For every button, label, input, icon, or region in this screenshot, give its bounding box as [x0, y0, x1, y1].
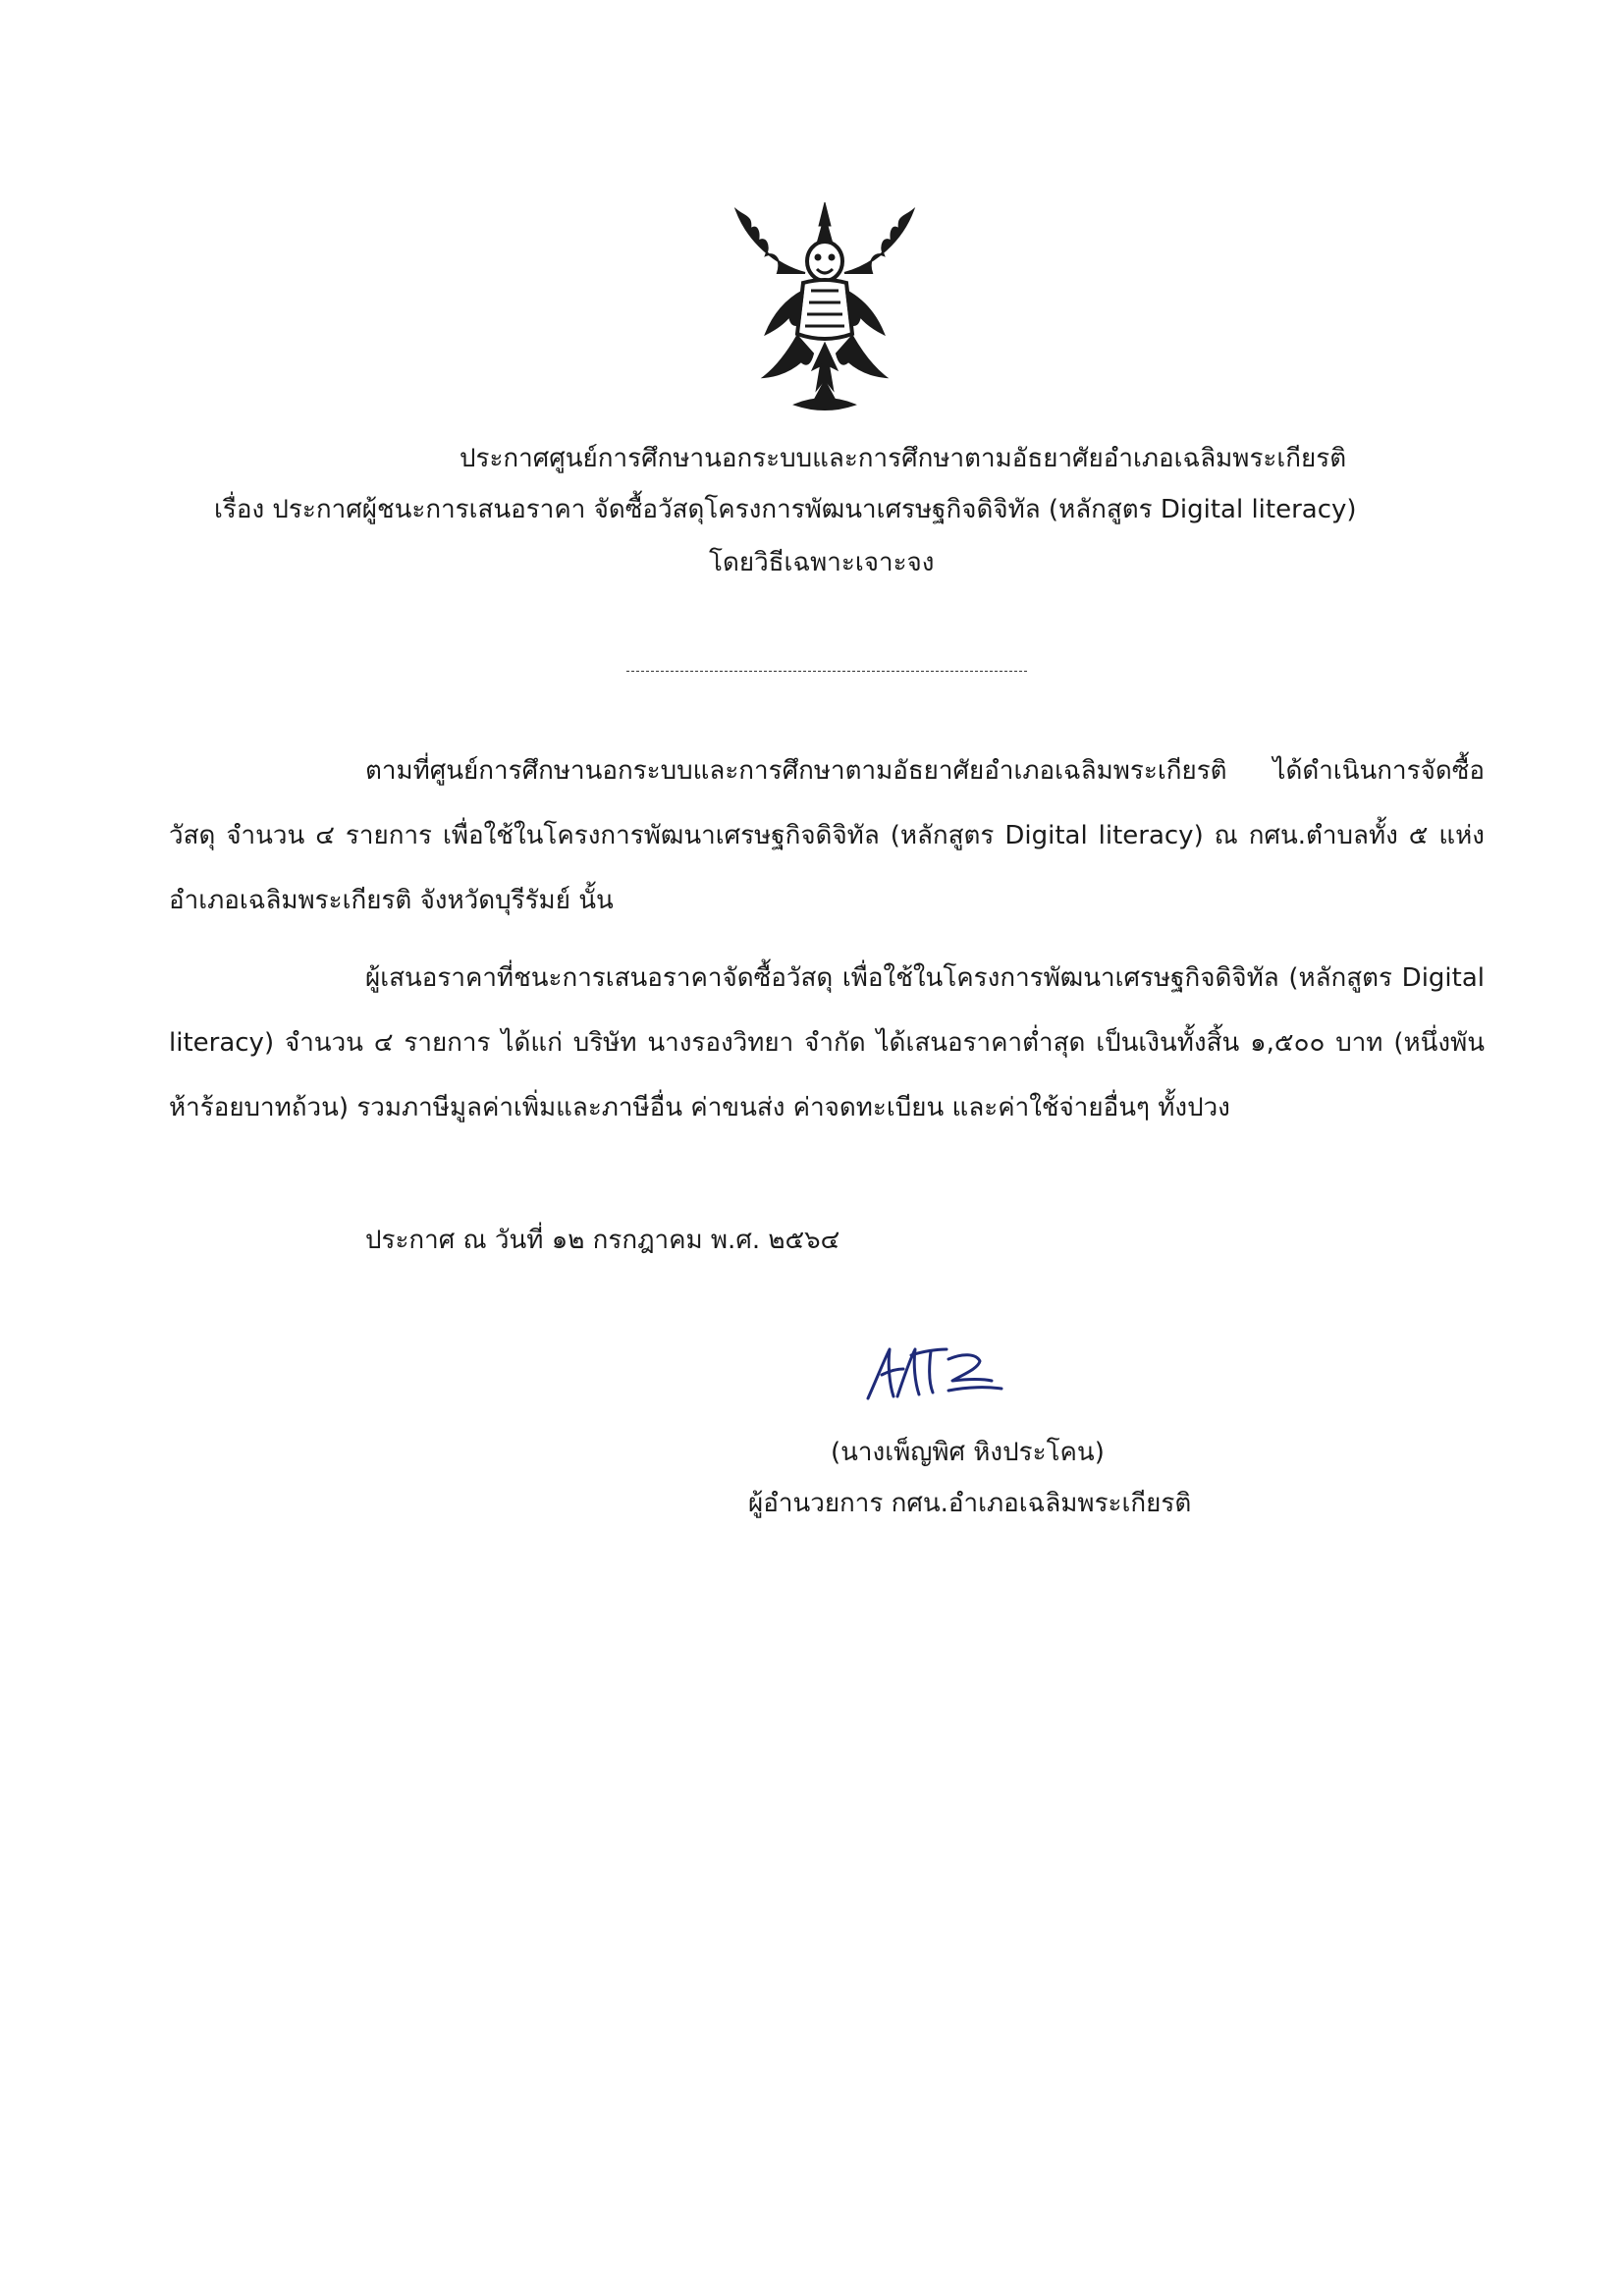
- body-paragraph-1: ตามที่ศูนย์การศึกษานอกระบบและการศึกษาตามอัธยาศัยอำเภอเฉลิมพระเกียรติ ได้ดำเนินการจัดซื้อวัสดุ จำนวน ๔ รายการ เพื่อใช้ในโครงการพัฒนาเศรษฐกิจดิจิทัล (หลักสูตร Digital literacy) ณ กศน.ตำบลทั้ง ๕ แห่ง อำเภอเฉลิมพระเกียรติ จังหวัดบุรีรัมย์ นั้น: [169, 756, 1485, 915]
- procurement-method: โดยวิธีเฉพาะเจาะจง: [709, 548, 935, 577]
- signature-icon: [854, 1336, 1021, 1414]
- announcement-heading: ประกาศศูนย์การศึกษานอกระบบและการศึกษาตามอัธยาศัยอำเภอเฉลิมพระเกียรติ: [460, 444, 1347, 473]
- signatory-title: ผู้อำนวยการ กศน.อำเภอเฉลิมพระเกียรติ: [748, 1489, 1192, 1518]
- garuda-emblem-icon: [727, 196, 923, 422]
- announcement-date: ประกาศ ณ วันที่ ๑๒ กรกฎาคม พ.ศ. ๒๕๖๔: [365, 1226, 840, 1255]
- body-paragraph-2: ผู้เสนอราคาที่ชนะการเสนอราคาจัดซื้อวัสดุ เพื่อใช้ในโครงการพัฒนาเศรษฐกิจดิจิทัล (หลักสูตร Digital literacy) จำนวน ๔ รายการ ได้แก่ บริษัท นางรองวิทยา จำกัด ได้เสนอราคาต่ำสุด เป็นเงินทั้งสิ้น ๑,๕๐๐ บาท (หนึ่งพันห้าร้อยบาทถ้วน) รวมภาษีมูลค่าเพิ่มและภาษีอื่น ค่าขนส่ง ค่าจดทะเบียน และค่าใช้จ่ายอื่นๆ ทั้งปวง: [169, 963, 1485, 1122]
- announcement-subject: เรื่อง ประกาศผู้ชนะการเสนอราคา จัดซื้อวัสดุโครงการพัฒนาเศรษฐกิจดิจิทัล (หลักสูตร Digital literacy): [214, 495, 1357, 524]
- signatory-name: (นางเพ็ญพิศ หิงประโคน): [831, 1438, 1105, 1467]
- heading-divider: [626, 671, 1027, 672]
